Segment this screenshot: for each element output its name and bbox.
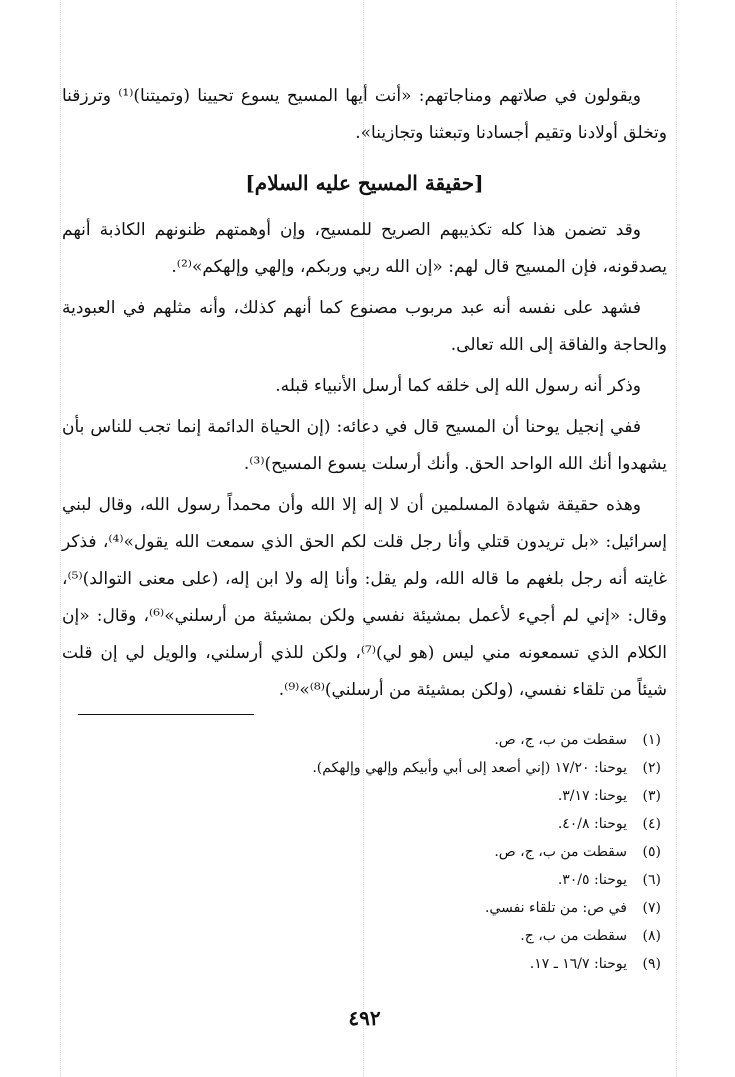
- footnote-number: (١): [642, 732, 661, 748]
- paragraph-testimony: فشهد على نفسه أنه عبد مربوب مصنوع كما أنهم كذلك، وأنه مثلهم في العبودية والحاجة والفاقة إلى الله تعالى.: [62, 298, 667, 355]
- footnote-item: [62, 754, 661, 782]
- page-number: ٤٩٢: [348, 1006, 381, 1030]
- footnote-text: يوحنا: ٣٠/٥.: [557, 872, 627, 888]
- footnote-text: يوحنا: ٤٠/٨.: [557, 816, 627, 832]
- footnote-number: (٩): [642, 956, 661, 972]
- footnote-item: [62, 726, 661, 754]
- paragraph-gospel-john: ففي إنجيل يوحنا أن المسيح قال في دعائه: (إن الحياة الدائمة إنما تجب للناس بأن يشهدوا أنك الله الواحد الحق. وأنك أرسلت يسوع المسيح)⁽³⁾.: [62, 417, 667, 474]
- paragraph-prayer: ويقولون في صلاتهم ومناجاتهم: «أنت أيها المسيح يسوع تحيينا (وتميتنا)⁽¹⁾ وترزقنا وتخلق أولادنا وتقيم أجسادنا وتبعثنا وتجازينا».: [62, 86, 667, 143]
- section-heading: [62, 168, 667, 198]
- footnote-separator: [78, 714, 254, 715]
- footnote-item: [62, 838, 661, 866]
- footnote-item: [62, 894, 661, 922]
- footnote-text: يوحنا: ١٦/٧ ـ ١٧.: [529, 956, 627, 972]
- footnote-item: [62, 866, 661, 894]
- book-page: [62, 78, 667, 1077]
- section-heading-text: [حقيقة المسيح عليه السلام]: [245, 171, 484, 195]
- footnote-number: (٦): [642, 872, 661, 888]
- footnote-text: سقطت من ب، ج، ص.: [494, 844, 627, 860]
- footnote-number: (٣): [642, 788, 661, 804]
- footnote-item: [62, 810, 661, 838]
- footnote-text: سقطت من ب، ج، ص.: [494, 732, 627, 748]
- paragraph-messenger: وذكر أنه رسول الله إلى خلقه كما أرسل الأنبياء قبله.: [275, 376, 641, 396]
- footnote-number: (٧): [642, 900, 661, 916]
- scan-guide-line: [60, 0, 61, 1077]
- paragraph-shahada: وهذه حقيقة شهادة المسلمين أن لا إله إلا الله وأن محمداً رسول الله، وقال لبني إسرائيل: «بل تريدون قتلي وأنا رجل قلت لكم الحق الذي سمعت الله يقول»⁽⁴⁾، فذكر غايته أنه رجل بلغهم ما قاله الله، ولم يقل: وأنا إله ولا ابن إله، (على معنى التوالد)⁽⁵⁾، وقال: «إني لم أجيء لأعمل بمشيئة نفسي ولكن بمشيئة من أرسلني»⁽⁶⁾، وقال: «إن الكلام الذي تسمعونه مني ليس (هو لي)⁽⁷⁾، ولكن للذي أرسلني، والويل لي إن قلت شيئاً من تلقاء نفسي، (ولكن بمشيئة من أرسلني)⁽⁸⁾»⁽⁹⁾.: [62, 495, 668, 700]
- footnote-item: [62, 922, 661, 950]
- footnote-number: (٢): [642, 760, 661, 776]
- footnote-number: (٤): [642, 816, 661, 832]
- footnote-text: يوحنا: ١٧/٢٠ (إني أصعد إلى أبي وأبيكم وإلهي وإلهكم).: [312, 760, 627, 776]
- footnote-number: (٥): [642, 844, 661, 860]
- footnote-text: سقطت من ب، ج.: [520, 928, 627, 944]
- scan-guide-line: [676, 0, 677, 1077]
- footnote-text: في ص: من تلقاء نفسي.: [484, 900, 627, 916]
- footnote-item: [62, 782, 661, 810]
- footnote-item: [62, 950, 661, 978]
- footnote-text: يوحنا: ٣/١٧.: [557, 788, 627, 804]
- footnote-number: (٨): [642, 928, 661, 944]
- footnotes-list: [62, 726, 661, 978]
- paragraph-denial: وقد تضمن هذا كله تكذيبهم الصريح للمسيح، وإن أوهمتهم ظنونهم الكاذبة أنهم يصدقونه، فإن المسيح قال لهم: «إن الله ربي وربكم، وإلهي وإلهكم»⁽²⁾.: [62, 220, 667, 277]
